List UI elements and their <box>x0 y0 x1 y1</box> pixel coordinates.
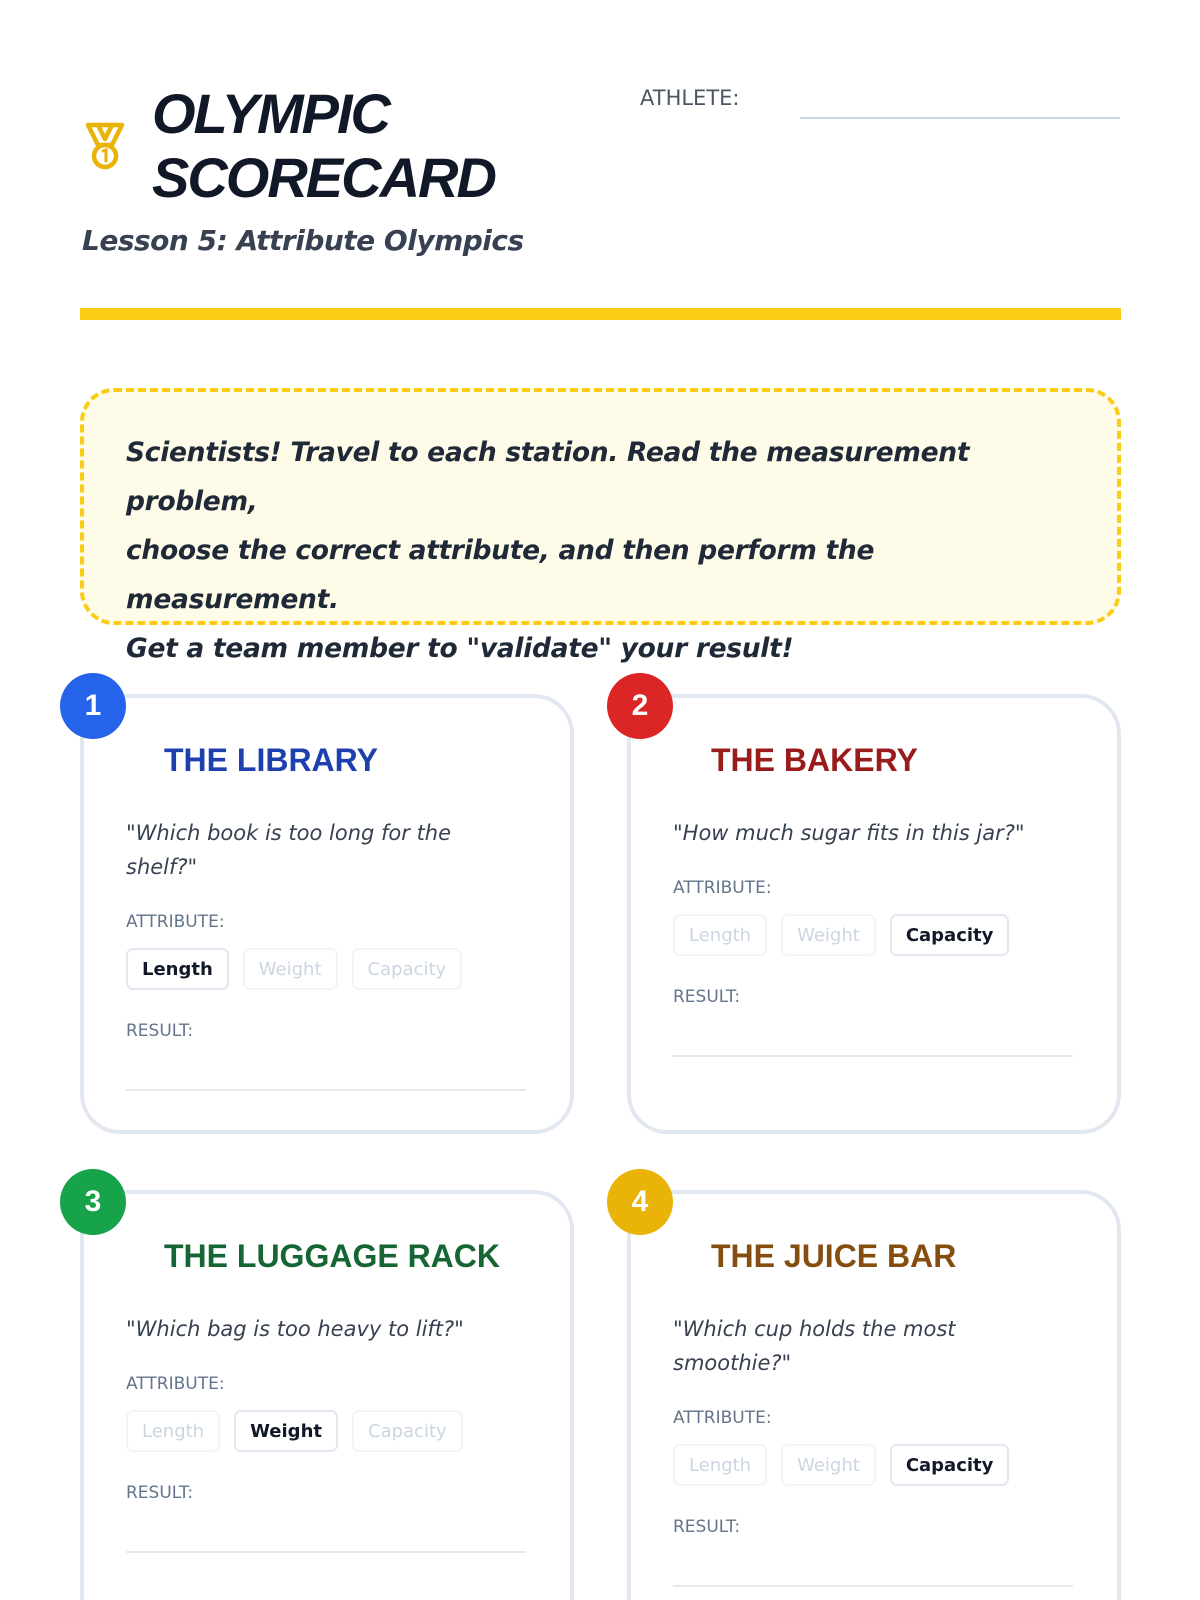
option-weight[interactable]: Weight <box>781 1444 876 1486</box>
title-line-1: OLYMPIC <box>152 82 389 145</box>
station-card-luggage-rack <box>80 1190 574 1600</box>
station-number-badge: 3 <box>60 1169 126 1235</box>
athlete-name-field[interactable] <box>800 117 1120 119</box>
result-field[interactable] <box>673 1585 1073 1587</box>
station-prompt: "How much sugar fits in this jar?" <box>673 821 1025 845</box>
header-divider <box>80 308 1121 320</box>
result-field[interactable] <box>126 1551 526 1553</box>
option-length[interactable]: Length <box>126 1410 220 1452</box>
result-field[interactable] <box>126 1089 526 1091</box>
attribute-options <box>673 914 1009 956</box>
station-prompt: "Which cup holds the most smoothie?" <box>673 1317 956 1375</box>
result-label: RESULT: <box>126 1483 194 1503</box>
station-title: THE LIBRARY <box>164 742 378 778</box>
result-field[interactable] <box>673 1055 1073 1057</box>
option-capacity[interactable]: Capacity <box>352 948 463 990</box>
page-title <box>152 82 495 210</box>
option-capacity[interactable]: Capacity <box>890 914 1010 956</box>
station-title: THE JUICE BAR <box>711 1238 957 1274</box>
option-weight[interactable]: Weight <box>234 1410 338 1452</box>
station-number-badge: 2 <box>607 673 673 739</box>
option-length[interactable]: Length <box>126 948 229 990</box>
option-length[interactable]: Length <box>673 1444 767 1486</box>
result-label: RESULT: <box>673 987 741 1007</box>
instructions-line-3: Get a team member to "validate" your result! <box>126 633 794 664</box>
instructions-line-1: Scientists! Travel to each station. Read the measurement problem, <box>126 437 970 517</box>
medal-icon <box>82 121 128 171</box>
station-card-bakery <box>627 694 1121 1134</box>
station-number-badge: 1 <box>60 673 126 739</box>
instructions-box <box>80 388 1121 664</box>
lesson-subtitle: Lesson 5: Attribute Olympics <box>82 224 524 257</box>
attribute-label: ATTRIBUTE: <box>673 1408 772 1428</box>
attribute-options <box>126 948 462 990</box>
attribute-options <box>673 1444 1009 1486</box>
attribute-options <box>126 1410 463 1452</box>
option-weight[interactable]: Weight <box>243 948 338 990</box>
station-prompt: "Which book is too long for the shelf?" <box>126 821 452 879</box>
instructions-line-2: choose the correct attribute, and then perform the measurement. <box>126 535 875 615</box>
attribute-label: ATTRIBUTE: <box>126 912 225 932</box>
station-number-badge: 4 <box>607 1169 673 1235</box>
station-card-juice-bar <box>627 1190 1121 1600</box>
option-capacity[interactable]: Capacity <box>890 1444 1010 1486</box>
station-card-library <box>80 694 574 1134</box>
station-title: THE BAKERY <box>711 742 918 778</box>
attribute-label: ATTRIBUTE: <box>126 1374 225 1394</box>
attribute-label: ATTRIBUTE: <box>673 878 772 898</box>
station-title: THE LUGGAGE RACK <box>164 1238 500 1274</box>
option-weight[interactable]: Weight <box>781 914 876 956</box>
result-label: RESULT: <box>126 1021 194 1041</box>
athlete-label: ATHLETE: <box>640 86 740 110</box>
title-line-2: SCORECARD <box>152 146 495 209</box>
station-prompt: "Which bag is too heavy to lift?" <box>126 1317 464 1341</box>
option-capacity[interactable]: Capacity <box>352 1410 463 1452</box>
result-label: RESULT: <box>673 1517 741 1537</box>
option-length[interactable]: Length <box>673 914 767 956</box>
